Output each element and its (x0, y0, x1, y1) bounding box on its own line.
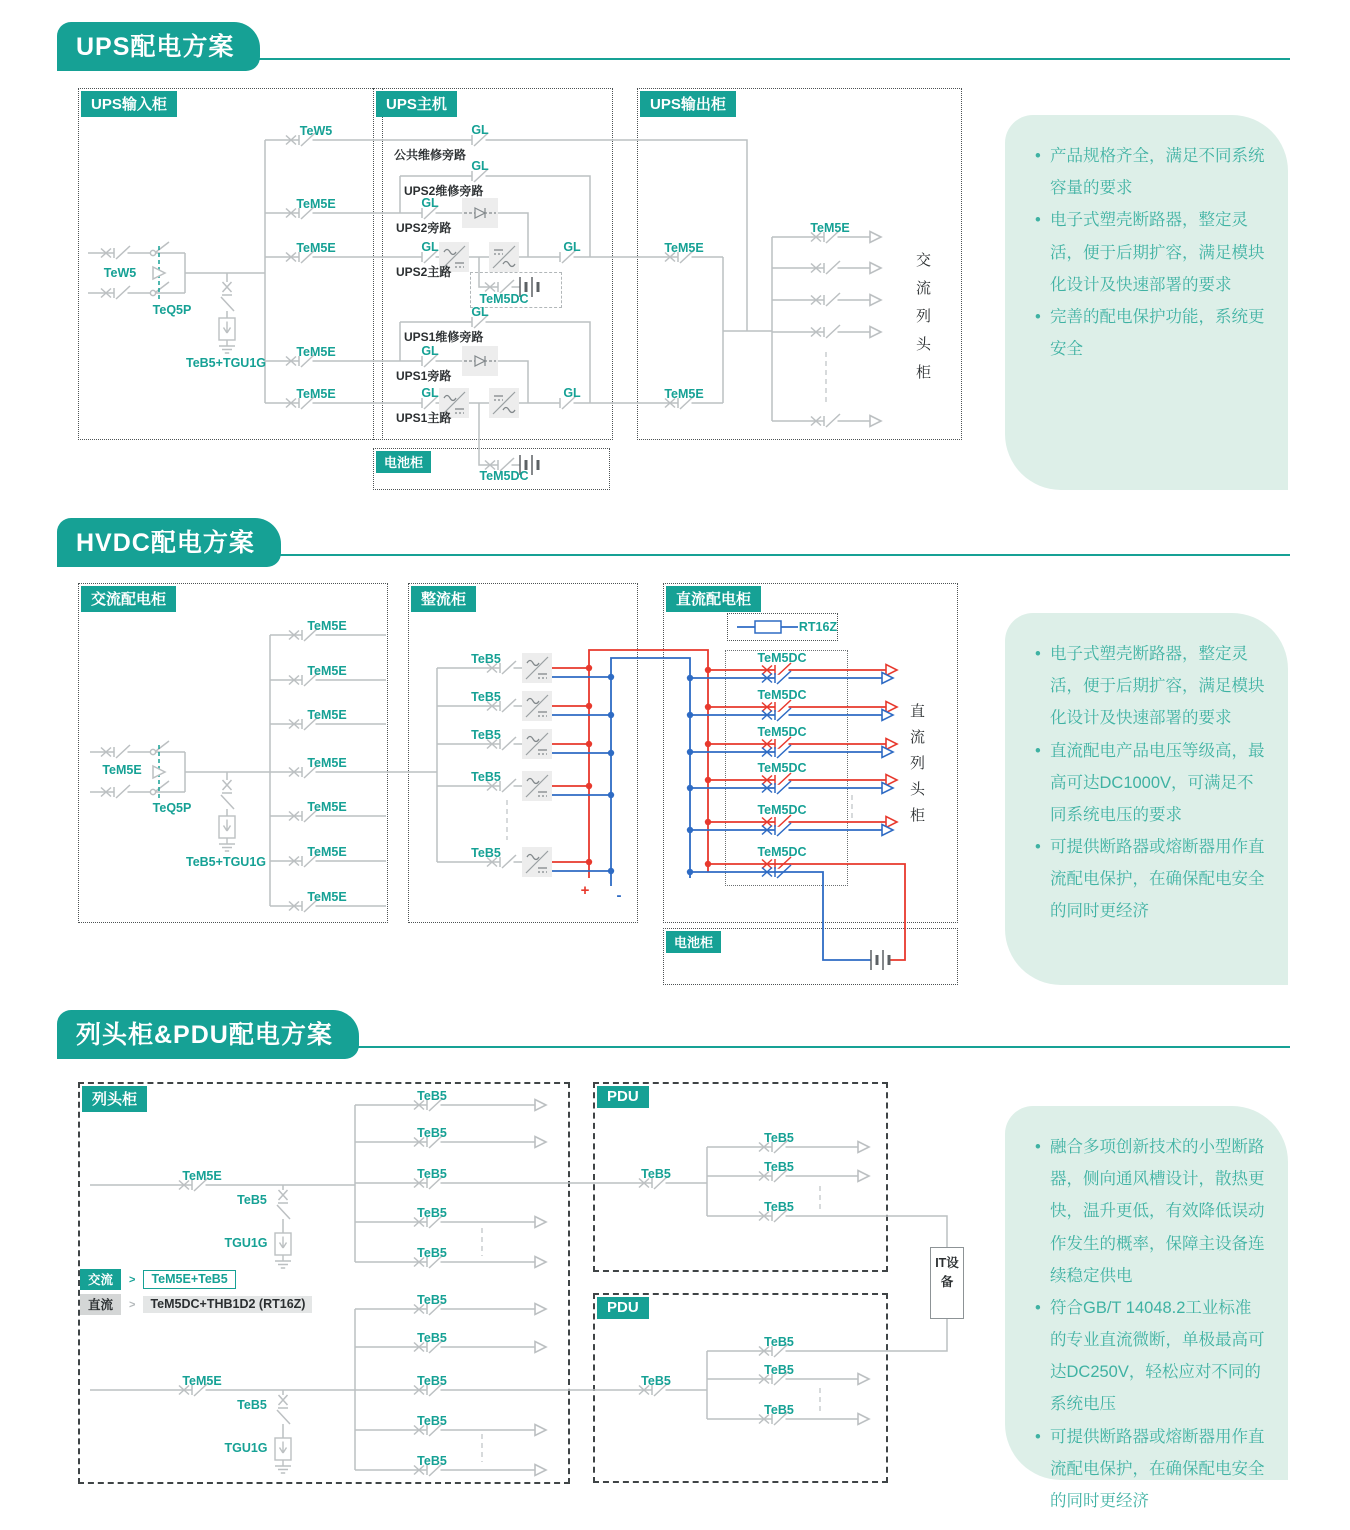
hvdc-rectifier-cabinet (408, 583, 638, 923)
feeder-label: TeB5 (417, 1414, 447, 1428)
feeder-label: TeM5E (307, 756, 347, 770)
line-name: UPS2主路 (396, 265, 452, 279)
ups-input-cabinet (78, 88, 383, 440)
battery-breaker-label: TeM5DC (479, 469, 529, 483)
feeder-label: TeB5 (417, 1167, 447, 1181)
pdu-input-label: TeB5 (641, 1167, 671, 1181)
rectifier-feeder-label: TeB5 (471, 690, 501, 704)
info-panel-hvdc (1005, 613, 1288, 985)
info-panel-row-pdu (1005, 1106, 1288, 1510)
ats-label: TeQ5P (152, 801, 192, 815)
rectifier-feeder-label: TeB5 (471, 652, 501, 666)
pdu-feeder-label: TeB5 (764, 1131, 794, 1145)
line-name: UPS1旁路 (396, 369, 452, 383)
line-name: UPS2旁路 (396, 221, 452, 235)
feeder-label: TeM5E (296, 345, 336, 359)
feeder-label: TeM5E (307, 800, 347, 814)
fuse-label: RT16Z (798, 620, 838, 634)
dc-feeder-label: TeM5DC (757, 845, 807, 859)
cabinet-title: 电池柜 (376, 451, 431, 473)
feeder-label: TeM5E (307, 708, 347, 722)
legend-dc-badge: 直流 (80, 1294, 121, 1315)
pdu-feeder-label: TeB5 (764, 1335, 794, 1349)
bullet-item: • 可提供断路器或熔断器用作直流配电保护，在确保配电安全的同时更经济 (1035, 831, 1266, 928)
feeder-label: TeB5 (417, 1374, 447, 1388)
legend-dc-row (80, 1294, 312, 1315)
input-label: TeM5E (182, 1169, 222, 1183)
cabinet-title: 电池柜 (666, 931, 721, 953)
feeder-label: TeB5 (417, 1089, 447, 1103)
bullet-item: • 可提供断路器或熔断器用作直流配电保护，在确保配电安全的同时更经济 (1035, 1421, 1266, 1518)
info-panel-ups (1005, 115, 1288, 490)
cabinet-title: PDU (597, 1086, 649, 1108)
dc-feeder-label: TeM5DC (757, 651, 807, 665)
bullet-item: • 直流配电产品电压等级高，最高可达DC1000V，可满足不同系统电压的要求 (1035, 735, 1266, 832)
feeder-label: TeM5E (307, 845, 347, 859)
bullet-item: • 符合GB/T 14048.2工业标准的专业直流微断，单极最高可达DC250V，轻松应对不同的系统电压 (1035, 1292, 1266, 1421)
feeder-label: TeM5E (296, 387, 336, 401)
dc-feeder-label: TeM5DC (757, 725, 807, 739)
destination-label: 交流列头柜 (914, 252, 931, 392)
gl-label: GL (471, 159, 489, 173)
it-equipment-box: IT设备 (930, 1247, 964, 1319)
dc-feeder-label: TeM5DC (757, 688, 807, 702)
rectifier-feeder-label: TeB5 (471, 770, 501, 784)
gl-label: GL (563, 386, 581, 400)
feeder-label: TeM5E (307, 619, 347, 633)
pdu-feeder-label: TeB5 (764, 1200, 794, 1214)
bullet-list (1005, 613, 1288, 928)
pdu-feeder-label: TeB5 (764, 1403, 794, 1417)
surge-label: TeB5+TGU1G (186, 855, 266, 869)
hvdc-ac-cabinet (78, 583, 388, 923)
line-name: UPS2维修旁路 (404, 184, 484, 198)
cabinet-title: 整流柜 (411, 586, 476, 612)
gl-label: GL (471, 123, 489, 137)
dc-minus-label: - (616, 887, 622, 904)
gl-label: GL (563, 240, 581, 254)
gl-label: GL (471, 305, 489, 319)
feeder-label: TeB5 (417, 1206, 447, 1220)
chevron-right-icon: > (129, 1298, 136, 1311)
cabinet-title: 列头柜 (82, 1086, 147, 1112)
breaker-label: TeM5E (102, 763, 142, 777)
surge-breaker-label: TeB5 (237, 1398, 267, 1412)
battery-breaker-label: TeM5DC (479, 292, 529, 306)
gl-label: GL (421, 240, 439, 254)
cabinet-title: UPS输出柜 (640, 91, 736, 117)
legend-ac-badge: 交流 (80, 1269, 121, 1290)
input-label: TeM5E (182, 1374, 222, 1388)
surge-label: TGU1G (224, 1441, 268, 1455)
pdu-feeder-label: TeB5 (764, 1160, 794, 1174)
feeder-label: TeM5E (307, 664, 347, 678)
cabinet-title: UPS主机 (376, 91, 457, 117)
gl-label: GL (421, 386, 439, 400)
pdu-cabinet-1 (593, 1082, 888, 1272)
pdu-input-label: TeB5 (641, 1374, 671, 1388)
pdu-cabinet-2 (593, 1293, 888, 1483)
bullet-item: • 电子式塑壳断路器，整定灵活，便于后期扩容，满足模块化设计及快速部署的要求 (1035, 638, 1266, 735)
rectifier-feeder-label: TeB5 (471, 846, 501, 860)
feeder-label: TeM5E (296, 241, 336, 255)
feeder-label: TeB5 (417, 1331, 447, 1345)
cabinet-title: PDU (597, 1297, 649, 1319)
section-title-row-pdu: 列头柜&PDU配电方案 (57, 1010, 359, 1059)
cabinet-title: UPS输入柜 (81, 91, 177, 117)
bullet-item: • 产品规格齐全，满足不同系统容量的要求 (1035, 140, 1266, 204)
gl-label: GL (421, 344, 439, 358)
legend-ac-row (80, 1269, 236, 1290)
cabinet-title: 交流配电柜 (81, 586, 176, 612)
feeder-label: TeM5E (307, 890, 347, 904)
legend-dc-value: TeM5DC+THB1D2 (RT16Z) (143, 1296, 312, 1313)
destination-label: 直流列头柜 (908, 703, 925, 833)
line-name: UPS1维修旁路 (404, 330, 484, 344)
feeder-label: TeB5 (417, 1246, 447, 1260)
line-name: UPS1主路 (396, 411, 452, 425)
bullet-item: • 融合多项创新技术的小型断路器，侧向通风槽设计，散热更快，温升更低，有效降低误动作发生的概率，保障主设备连续稳定供电 (1035, 1131, 1266, 1292)
breaker-label: TeW5 (103, 266, 137, 280)
cabinet-title: 直流配电柜 (666, 586, 761, 612)
dc-feeder-label: TeM5DC (757, 761, 807, 775)
bullet-item: • 完善的配电保护功能，系统更安全 (1035, 301, 1266, 365)
line-name: 公共维修旁路 (394, 148, 467, 162)
feeder-label: TeB5 (417, 1454, 447, 1468)
legend-ac-value: TeM5E+TeB5 (143, 1270, 235, 1289)
ats-label: TeQ5P (152, 303, 192, 317)
bullet-list (1005, 115, 1288, 365)
surge-label: TGU1G (224, 1236, 268, 1250)
dc-feeder-label: TeM5DC (757, 803, 807, 817)
output-feeder-label: TeM5E (810, 221, 850, 235)
hvdc-battery-cabinet (663, 928, 958, 985)
surge-breaker-label: TeB5 (237, 1193, 267, 1207)
output-in-label: TeM5E (664, 387, 704, 401)
feeder-label: TeB5 (417, 1293, 447, 1307)
output-in-label: TeM5E (664, 241, 704, 255)
feeder-label: TeM5E (296, 197, 336, 211)
section-title-hvdc: HVDC配电方案 (57, 518, 281, 567)
bullet-item: • 电子式塑壳断路器，整定灵活，便于后期扩容，满足模块化设计及快速部署的要求 (1035, 204, 1266, 301)
chevron-right-icon: > (129, 1273, 136, 1286)
feeder-label: TeB5 (417, 1126, 447, 1140)
pdu-feeder-label: TeB5 (764, 1363, 794, 1377)
feeder-label: TeW5 (299, 124, 333, 138)
rectifier-feeder-label: TeB5 (471, 728, 501, 742)
bullet-list (1005, 1106, 1288, 1517)
surge-label: TeB5+TGU1G (186, 356, 266, 370)
section-title-ups: UPS配电方案 (57, 22, 260, 71)
gl-label: GL (421, 196, 439, 210)
dc-plus-label: + (580, 882, 590, 899)
